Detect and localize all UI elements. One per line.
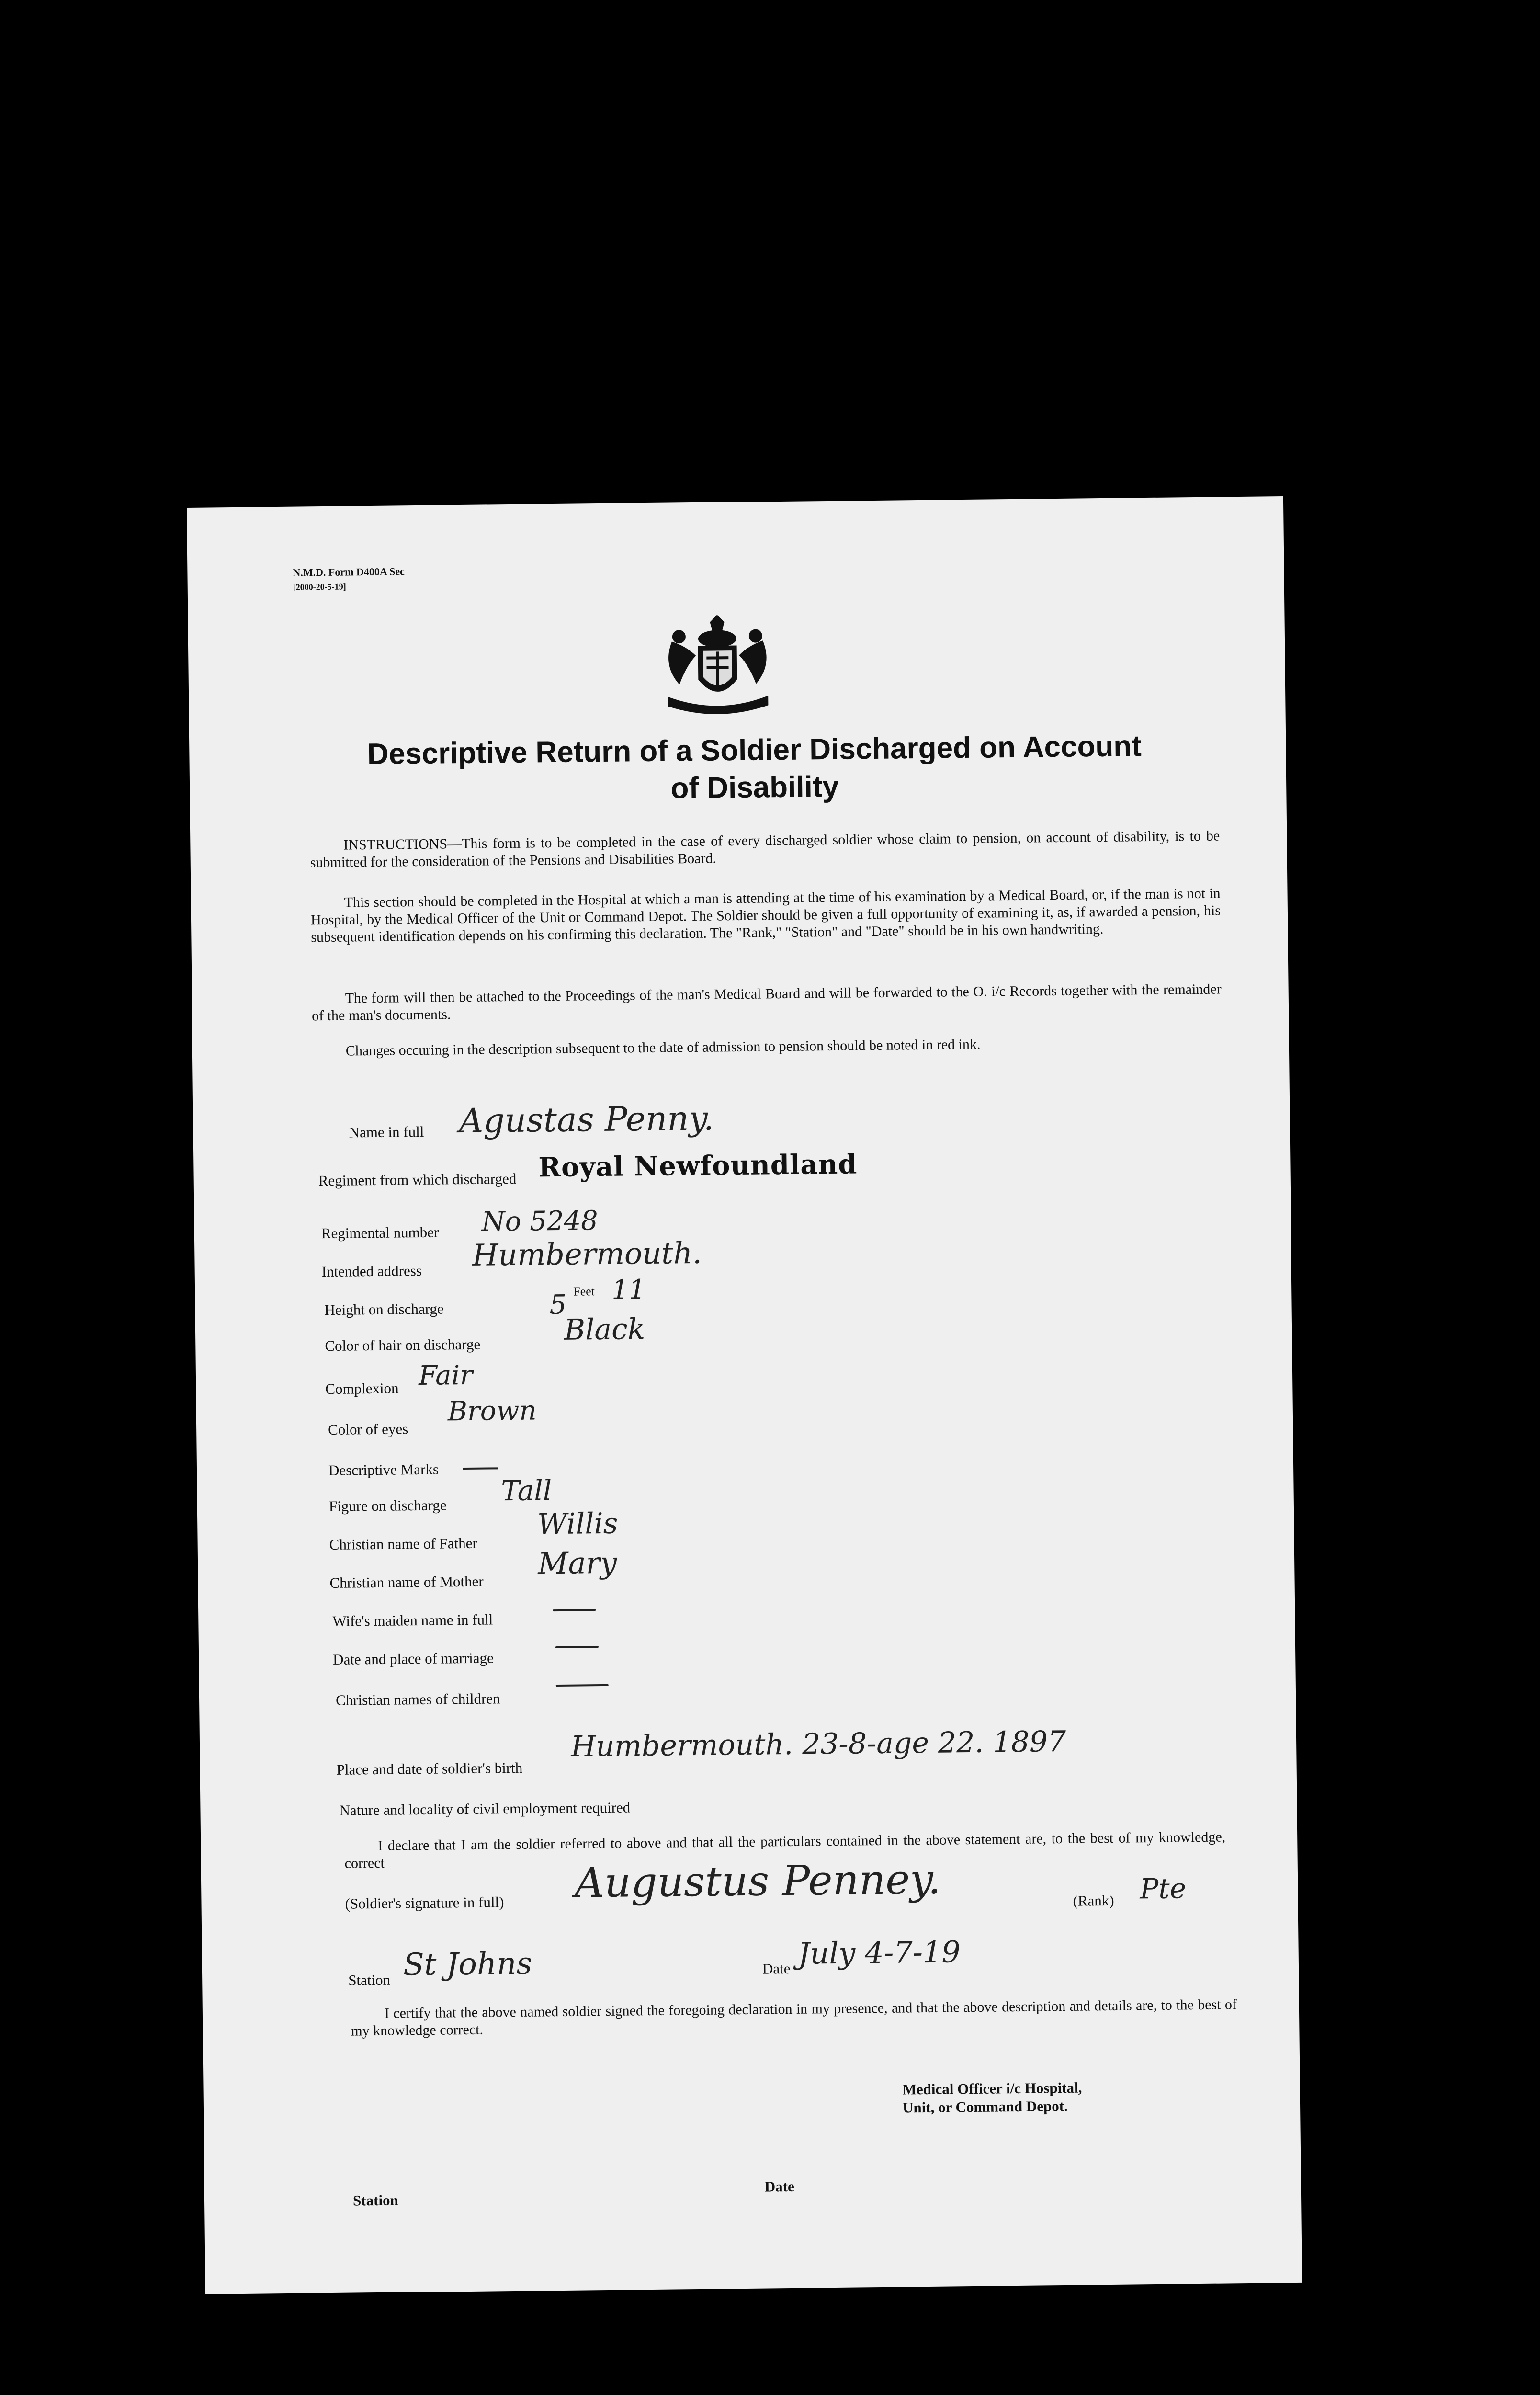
figure-value: Tall xyxy=(501,1474,552,1507)
print-code: [2000-20-5-19] xyxy=(293,582,346,592)
date-label: Date xyxy=(762,1960,791,1977)
hair-color-value: Black xyxy=(564,1312,645,1347)
certification-text: I certify that the above named soldier signed the foregoing declaration in my presence, and that the above description and details are, to the best of my knowledge correct. xyxy=(351,1996,1237,2039)
birth-label: Place and date of soldier's birth xyxy=(336,1759,523,1778)
father-name-label: Christian name of Father xyxy=(329,1534,477,1553)
rank-label: (Rank) xyxy=(1073,1892,1114,1909)
eye-color-label: Color of eyes xyxy=(328,1420,408,1438)
descriptive-marks-blank xyxy=(463,1467,498,1470)
royal-crest-icon xyxy=(652,612,782,723)
marriage-blank xyxy=(555,1646,599,1648)
descriptive-marks-label: Descriptive Marks xyxy=(328,1460,439,1479)
eye-color-value: Brown xyxy=(447,1395,537,1427)
station-value: St Johns xyxy=(403,1946,532,1983)
instructions-paragraph-3: The form will then be attached to the Proceedings of the man's Medical Board and will be forwarded to the O. i/c Records together with the remainder of the man's documents. xyxy=(311,981,1222,1024)
discharge-form xyxy=(187,496,1302,2294)
mother-name-value: Mary xyxy=(537,1545,617,1581)
children-names-label: Christian names of children xyxy=(335,1690,500,1709)
instructions-paragraph-2: This section should be completed in the Hospital at which a man is attending at the time of his examination by a Medical Board, or, if the man is not in Hospital, by the Medical Officer of the Unit or Command Depot. The Soldier should be given a full opportunity of examining it, as, if awarded a pension, his subsequent identification depends on his confirming this declaration. The "Rank," "Station" and "Date" should be in his own handwriting. xyxy=(310,885,1221,946)
father-name-value: Willis xyxy=(537,1506,618,1541)
complexion-value: Fair xyxy=(418,1359,473,1392)
form-number: N.M.D. Form D400A Sec xyxy=(293,565,405,579)
figure-label: Figure on discharge xyxy=(328,1496,447,1515)
civil-employment-label: Nature and locality of civil employment required xyxy=(339,1799,631,1819)
height-inches-value: 11 xyxy=(611,1274,646,1306)
birth-value: Humbermouth. 23-8-age 22. 1897 xyxy=(570,1724,1066,1764)
intended-address-value: Humbermouth. xyxy=(472,1235,702,1273)
name-value: Agustas Penny. xyxy=(459,1098,714,1141)
officer-title-line-1: Medical Officer i/c Hospital, xyxy=(902,2079,1082,2098)
declaration-text: I declare that I am the soldier referred to above and that all the particulars contained in the above statement are, to the best of my knowledge, correct xyxy=(344,1829,1226,1871)
regimental-number-label: Regimental number xyxy=(321,1223,439,1242)
rank-value: Pte xyxy=(1139,1872,1187,1905)
wife-maiden-name-blank xyxy=(553,1609,596,1611)
officer-title-line-2: Unit, or Command Depot. xyxy=(902,2097,1068,2116)
form-title xyxy=(299,727,1210,811)
marriage-label: Date and place of marriage xyxy=(333,1649,494,1668)
name-label: Name in full xyxy=(349,1123,424,1141)
complexion-label: Complexion xyxy=(325,1380,399,1398)
feet-label: Feet xyxy=(573,1284,595,1299)
intended-address-label: Intended address xyxy=(321,1262,422,1280)
height-label: Height on discharge xyxy=(324,1300,444,1319)
officer-station-label: Station xyxy=(352,2191,398,2209)
regimental-number-value: No 5248 xyxy=(481,1205,599,1238)
children-names-blank xyxy=(556,1684,609,1687)
wife-maiden-name-label: Wife's maiden name in full xyxy=(332,1611,493,1630)
title-line-1: Descriptive Return of a Soldier Discharged on Account xyxy=(367,730,1142,771)
instructions-paragraph-1: INSTRUCTIONS—This form is to be completed in the case of every discharged soldier whose claim to pension, on account of disability, is to be submitted for the consideration of the Pensions and Disabilities Board. xyxy=(310,828,1220,871)
height-feet-value: 5 xyxy=(549,1289,567,1321)
mother-name-label: Christian name of Mother xyxy=(329,1573,484,1591)
signature-label: (Soldier's signature in full) xyxy=(345,1893,504,1912)
regiment-value: Royal Newfoundland xyxy=(538,1148,858,1184)
officer-date-label: Date xyxy=(764,2178,794,2195)
instructions-paragraph-4: Changes occuring in the description subsequent to the date of admission to pension should be noted in red ink. xyxy=(345,1036,981,1059)
soldier-signature: Augustus Penney. xyxy=(574,1855,941,1907)
hair-color-label: Color of hair on discharge xyxy=(325,1335,481,1355)
title-line-2: of Disability xyxy=(670,770,839,805)
regiment-label: Regiment from which discharged xyxy=(318,1170,517,1189)
date-value: July 4-7-19 xyxy=(798,1934,961,1971)
station-label: Station xyxy=(348,1971,391,1989)
